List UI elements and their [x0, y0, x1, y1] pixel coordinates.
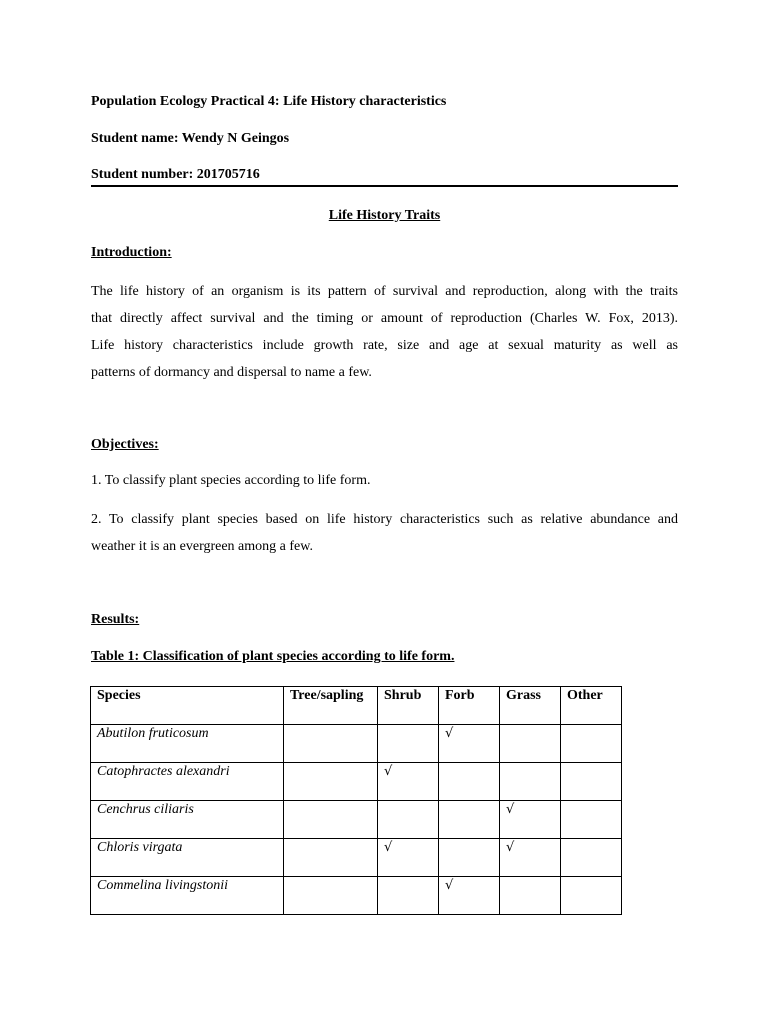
document-title: Population Ecology Practical 4: Life History characteristics [91, 94, 447, 109]
tree-sapling-cell [284, 725, 378, 763]
column-header-shrub: Shrub [378, 687, 439, 725]
species-cell: Chloris virgata [91, 839, 284, 877]
intro-line-4: patterns of dormancy and dispersal to name a few. [91, 365, 372, 380]
other-cell [561, 763, 622, 801]
intro-line-1: The life history of an organism is its pattern of survival and reproduction, along with the traits [91, 284, 678, 299]
life-form-table [90, 686, 622, 915]
species-cell: Abutilon fruticosum [91, 725, 284, 763]
grass-cell [500, 763, 561, 801]
table-header-row [91, 687, 622, 725]
tree-sapling-cell [284, 801, 378, 839]
section-title [91, 208, 678, 224]
species-cell: Catophractes alexandri [91, 763, 284, 801]
shrub-cell [378, 801, 439, 839]
shrub-cell: √ [378, 839, 439, 877]
forb-cell [439, 801, 500, 839]
table-row [91, 801, 622, 839]
objectives-heading: Objectives: [91, 437, 159, 452]
results-heading: Results: [91, 612, 140, 627]
other-cell [561, 725, 622, 763]
other-cell [561, 801, 622, 839]
table-row [91, 877, 622, 915]
tree-sapling-cell [284, 839, 378, 877]
grass-cell: √ [500, 801, 561, 839]
shrub-cell [378, 877, 439, 915]
table-row [91, 725, 622, 763]
column-header-other: Other [561, 687, 622, 725]
grass-cell [500, 877, 561, 915]
forb-cell [439, 763, 500, 801]
forb-cell [439, 839, 500, 877]
table-caption: Table 1: Classification of plant species according to life form. [91, 649, 455, 664]
objective-1: 1. To classify plant species according to life form. [91, 473, 371, 488]
column-header-species: Species [91, 687, 284, 725]
objective-2-line-1: 2. To classify plant species based on life history characteristics such as relative abundance and [91, 512, 678, 527]
tree-sapling-cell [284, 763, 378, 801]
introduction-heading: Introduction: [91, 245, 172, 260]
species-cell: Cenchrus ciliaris [91, 801, 284, 839]
introduction-paragraph [91, 278, 678, 386]
section-title-text: Life History Traits [328, 208, 441, 223]
table-row [91, 763, 622, 801]
shrub-cell: √ [378, 763, 439, 801]
forb-cell: √ [439, 877, 500, 915]
forb-cell: √ [439, 725, 500, 763]
header-divider [91, 185, 678, 187]
species-cell: Commelina livingstonii [91, 877, 284, 915]
grass-cell: √ [500, 839, 561, 877]
objective-2 [91, 506, 678, 560]
intro-line-3: Life history characteristics include growth rate, size and age at sexual maturity as well as [91, 338, 678, 353]
intro-line-2: that directly affect survival and the timing or amount of reproduction (Charles W. Fox, 2013). [91, 311, 678, 326]
other-cell [561, 877, 622, 915]
column-header-grass: Grass [500, 687, 561, 725]
student-number: Student number: 201705716 [91, 167, 260, 182]
column-header-forb: Forb [439, 687, 500, 725]
objective-2-line-2: weather it is an evergreen among a few. [91, 539, 313, 554]
tree-sapling-cell [284, 877, 378, 915]
student-name: Student name: Wendy N Geingos [91, 131, 290, 146]
grass-cell [500, 725, 561, 763]
other-cell [561, 839, 622, 877]
table-row [91, 839, 622, 877]
column-header-tree-sapling: Tree/sapling [284, 687, 378, 725]
shrub-cell [378, 725, 439, 763]
